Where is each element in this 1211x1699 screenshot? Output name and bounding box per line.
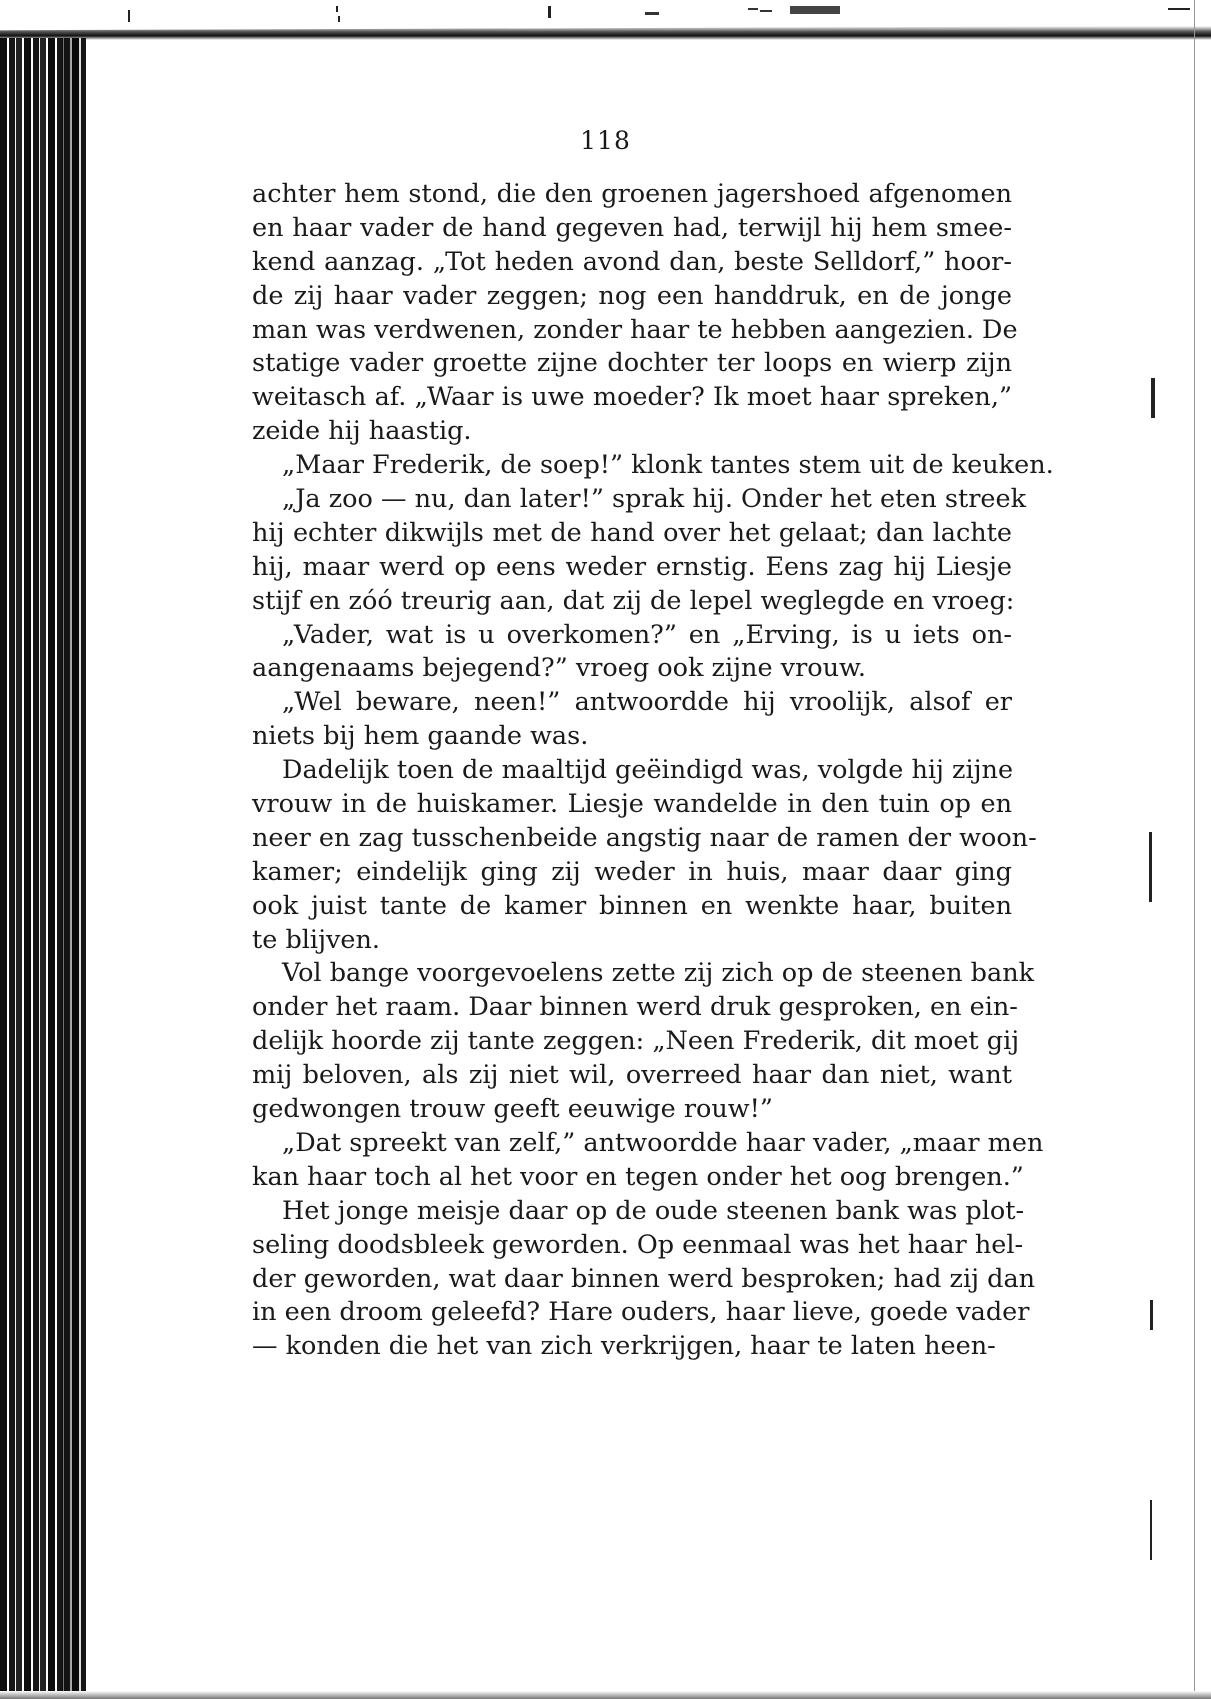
- text-line: ook juist tante de kamer binnen en wenkte haar, buiten: [252, 890, 1012, 921]
- text-line: kamer; eindelijk ging zij weder in huis, maar daar ging: [252, 856, 1012, 887]
- top-page-edge: [0, 26, 1211, 40]
- text-line: hij echter dikwijls met de hand over het gelaat; dan lachte: [252, 517, 1012, 548]
- text-line: stijf en zóó treurig aan, dat zij de lepel weglegde en vroeg:: [252, 585, 1015, 616]
- text-line: en haar vader de hand gegeven had, terwijl hij hem smee-: [252, 212, 1012, 243]
- text-line: kend aanzag. „Tot heden avond dan, beste Selldorf,” hoor-: [252, 246, 1012, 277]
- text-line: „Ja zoo — nu, dan later!” sprak hij. Onder het eten streek: [282, 484, 1027, 515]
- text-line: niets bij hem gaande was.: [252, 721, 589, 752]
- text-line: mij beloven, als zij niet wil, overreed haar dan niet, want: [252, 1060, 1012, 1091]
- text-line: gedwongen trouw geeft eeuwige rouw!”: [252, 1094, 773, 1125]
- text-line: — konden die het van zich verkrijgen, haar te laten heen-: [252, 1331, 996, 1362]
- top-edge-specks: [0, 4, 1211, 24]
- text-line: de zij haar vader zeggen; nog een handdruk, en de jonge: [252, 280, 1012, 311]
- text-line: aangenaams bejegend?” vroeg ook zijne vrouw.: [252, 653, 866, 684]
- bottom-page-edge: [0, 1691, 1211, 1699]
- right-margin-mark: [1150, 1500, 1152, 1560]
- paragraph: [252, 483, 1027, 619]
- paragraph: [252, 957, 1035, 1126]
- right-page-edge: [1194, 0, 1211, 1699]
- text-line: te blijven.: [252, 924, 381, 955]
- text-line: „Dat spreekt van zelf,” antwoordde haar vader, „maar men: [282, 1127, 1044, 1158]
- paragraph: [252, 619, 1012, 687]
- text-line: in een droom geleefd? Hare ouders, haar lieve, goede vader: [252, 1297, 1030, 1328]
- text-line: Vol bange voorgevoelens zette zij zich op de steenen bank: [282, 958, 1035, 989]
- body-text: [252, 178, 1054, 1364]
- paragraph: [252, 1127, 1044, 1195]
- text-line: „Wel beware, neen!” antwoordde hij vroolijk, alsof er: [282, 687, 1012, 718]
- text-line: neer en zag tusschenbeide angstig naar de ramen der woon-: [252, 822, 1037, 853]
- paragraph: [252, 754, 1037, 957]
- text-line: „Maar Frederik, de soep!” klonk tantes stem uit de keuken.: [282, 450, 1054, 481]
- text-line: delijk hoorde zij tante zeggen: „Neen Frederik, dit moet gij: [252, 1026, 1020, 1057]
- text-line: zeide hij haastig.: [252, 416, 472, 447]
- text-line: „Vader, wat is u overkomen?” en „Erving, is u iets on-: [282, 619, 1012, 650]
- text-line: achter hem stond, die den groenen jagershoed afgenomen: [252, 179, 1012, 209]
- text-line: statige vader groette zijne dochter ter loops en wierp zijn: [252, 348, 1012, 379]
- text-line: Het jonge meisje daar op de oude steenen bank was plot-: [282, 1195, 1025, 1226]
- paragraph: [252, 686, 1012, 754]
- text-line: kan haar toch al het voor en tegen onder het oog brengen.”: [252, 1161, 1024, 1192]
- text-line: hij, maar werd op eens weder ernstig. Eens zag hij Liesje: [252, 551, 1012, 582]
- page-number: 118: [580, 126, 631, 155]
- paragraph: [252, 1195, 1036, 1364]
- text-line: man was verdwenen, zonder haar te hebben aangezien. De: [252, 314, 1018, 345]
- text-line: seling doodsbleek geworden. Op eenmaal was het haar hel-: [252, 1229, 1024, 1260]
- paragraph: [252, 178, 1018, 449]
- text-line: Dadelijk toen de maaltijd geëindigd was, volgde hij zijne: [282, 755, 1014, 786]
- right-margin-mark: [1151, 378, 1155, 418]
- text-line: der geworden, wat daar binnen werd besproken; had zij dan: [252, 1263, 1036, 1294]
- text-line: weitasch af. „Waar is uwe moeder? Ik moet haar spreken,”: [252, 382, 1012, 413]
- paragraph: [252, 449, 1054, 483]
- speck-marks: [0, 4, 1211, 24]
- text-line: onder het raam. Daar binnen werd druk gesproken, en ein-: [252, 992, 1018, 1023]
- right-margin-mark: [1149, 832, 1152, 902]
- right-margin-mark: [1150, 1300, 1153, 1330]
- binding-shadow: [62, 38, 86, 1698]
- text-line: vrouw in de huiskamer. Liesje wandelde in den tuin op en: [252, 789, 1012, 820]
